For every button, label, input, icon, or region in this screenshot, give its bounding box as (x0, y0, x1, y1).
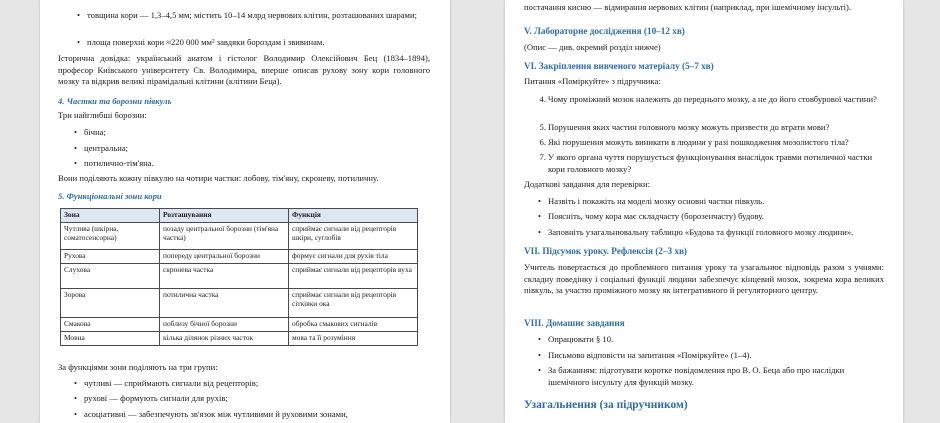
table-header-cell: Зона (61, 209, 160, 223)
bullet-item: • Письмово відповісти на запитання «Поміркуйте» (1–4). (548, 350, 752, 362)
document-page-right (505, 0, 903, 423)
bullet-item: • чутливі — сприймають сигнали від рецепторів; (84, 378, 258, 390)
bullet-item: • площа поверхні кори ≈220 000 мм² завдяки бороздам і звивинам. (87, 37, 427, 49)
paragraph-groups-intro: За функціями зони поділяють на три групи: (58, 362, 218, 372)
document-page-left (40, 0, 450, 423)
table-cell: потилична частка (160, 289, 289, 318)
section-heading-vii: VII. Підсумок уроку. Рефлексія (2–3 хв) (524, 246, 687, 256)
paragraph-furrows-intro: Три найглибші борозни: (58, 110, 147, 120)
section-heading-viii: VIII. Домашнє завдання (524, 318, 625, 328)
section-heading-5: 5. Функціональні зони кори (58, 191, 162, 201)
bullet-item: • Заповніть узагальнювальну таблицю «Будова та функції головного мозку людини». (548, 227, 853, 239)
bullet-item: • центральна; (84, 143, 128, 155)
table-cell: позаду центральної борозни (тім'яна частка) (160, 223, 289, 250)
question-text: Які порушення можуть виникати в людини у разі пошкодження мозолистого тіла? (548, 137, 849, 147)
table-cell: Чутлива (шкірна, соматосенсорна) (61, 223, 160, 250)
section-heading-4: 4. Частки та борозни півкуль (58, 96, 172, 106)
question-item: 4. Чому проміжний мозок належить до переднього мозку, а не до його стовбурової частини? (539, 94, 877, 104)
table-header-cell: Розташування (160, 209, 289, 223)
table-cell: Смакова (61, 318, 160, 332)
bullet-item: • потилично-тім'яна. (84, 158, 154, 170)
bullet-item: • Поясніть, чому кора має складчасту (борозенчасту) будову. (548, 211, 764, 223)
paragraph-top-line: постачання кисню — відмирання нервових клітин (наприклад, при ішемічному інсульті). (524, 2, 851, 12)
table-row (61, 264, 418, 289)
table-row (61, 289, 418, 318)
question-item: 7. У якого органа чуття порушується функціонування внаслідок травми потиличної частки кори головного мозку? (539, 152, 873, 174)
question-item: 5. Порушення яких частин головного мозку можуть призвести до втрати мови? (539, 122, 830, 132)
paragraph-summary: Учитель повертається до проблемного питання уроку та узагальнює відповідь разом з учнями: складну поведінку і соціальні функції людини забезпечує кінцевий мозок, зокрема кора великих півкуль, за участю проміжного мозку як інтегративного й регуляторного центру. (524, 262, 884, 296)
vertical-scrollbar[interactable] (914, 0, 940, 423)
history-note: Історична довідка: український анатом і гістолог Володимир Олексійович Бец (1834–1894), професор Київського університету Св. Володимира, вперше описав рухову зону кори головного мозку та відкрив великі пірамідальні клітини (клітини Беца). (58, 53, 430, 87)
table-cell: попереду центральної борозни (160, 250, 289, 264)
table-cell: поблизу бічної борозни (160, 318, 289, 332)
question-text: У якого органа чуття порушується функціонування внаслідок травми потиличної частки кори головного мозку? (548, 152, 873, 174)
table-cell: сприймає сигнали від рецепторів вуха (289, 264, 418, 289)
functional-zones-table (60, 208, 418, 346)
section-heading-vi: VI. Закріплення вивченого матеріалу (5–7 хв) (524, 61, 714, 71)
table-header-cell: Функція (289, 209, 418, 223)
bullet-item: • асоціативні — забезпечують зв'язок між чутливими й руховими зонами, (84, 409, 348, 421)
question-text: Чому проміжний мозок належить до переднього мозку, а не до його стовбурової частини? (548, 94, 877, 104)
table-row (61, 250, 418, 264)
paragraph-lobes: Вони поділяють кожну півкулю на чотири частки: лобову, тім'яну, скроневу, потиличну. (58, 173, 379, 183)
question-text: Порушення яких частин головного мозку можуть призвести до втрати мови? (548, 122, 830, 132)
table-cell: обробка смакових сигналів (289, 318, 418, 332)
bullet-item: • бічна; (84, 127, 106, 139)
bullet-item: • рухові — формують сигнали для рухів; (84, 393, 228, 405)
table-cell: Мовна (61, 332, 160, 346)
table-cell: Зорова (61, 289, 160, 318)
paragraph-extra-intro: Додаткові завдання для перевірки: (524, 179, 650, 189)
paragraph-lab: (Опис — див. окремий розділ нижче) (524, 42, 661, 52)
bullet-item: • Опрацювати § 10. (548, 334, 613, 346)
bullet-item: • товщина кори — 1,3–4,5 мм; містить 10–14 млрд нервових клітин, розташованих шарами; (87, 10, 427, 22)
table-cell: формує сигнали для рухів тіла (289, 250, 418, 264)
table-row (61, 332, 418, 346)
question-item: 6. Які порушення можуть виникати в людини у разі пошкодження мозолистого тіла? (539, 137, 849, 147)
table-row (61, 318, 418, 332)
table-cell: скронева частка (160, 264, 289, 289)
table-header-row (61, 209, 418, 223)
section-heading-final: Узагальнення (за підручником) (524, 399, 688, 411)
paragraph-think-intro: Питання «Поміркуйте» з підручника: (524, 76, 661, 86)
table-cell: сприймає сигнали від рецепторів сітківки ока (289, 289, 418, 318)
bullet-item: • За бажанням: підготувати коротке повідомлення про В. О. Беца або про наслідки ішемічного інсульту для функцій мозку. (548, 365, 868, 388)
table-cell: мова та її розуміння (289, 332, 418, 346)
section-heading-v: V. Лабораторне дослідження (10–12 хв) (524, 26, 685, 36)
table-cell: Рухова (61, 250, 160, 264)
table-cell: сприймає сигнали від рецепторів шкіри, суглобів (289, 223, 418, 250)
bullet-item: • Назвіть і покажіть на моделі мозку основні частки півкуль. (548, 196, 764, 208)
table-row (61, 223, 418, 250)
table-cell: Слухова (61, 264, 160, 289)
table-cell: кілька ділянок різних часток (160, 332, 289, 346)
